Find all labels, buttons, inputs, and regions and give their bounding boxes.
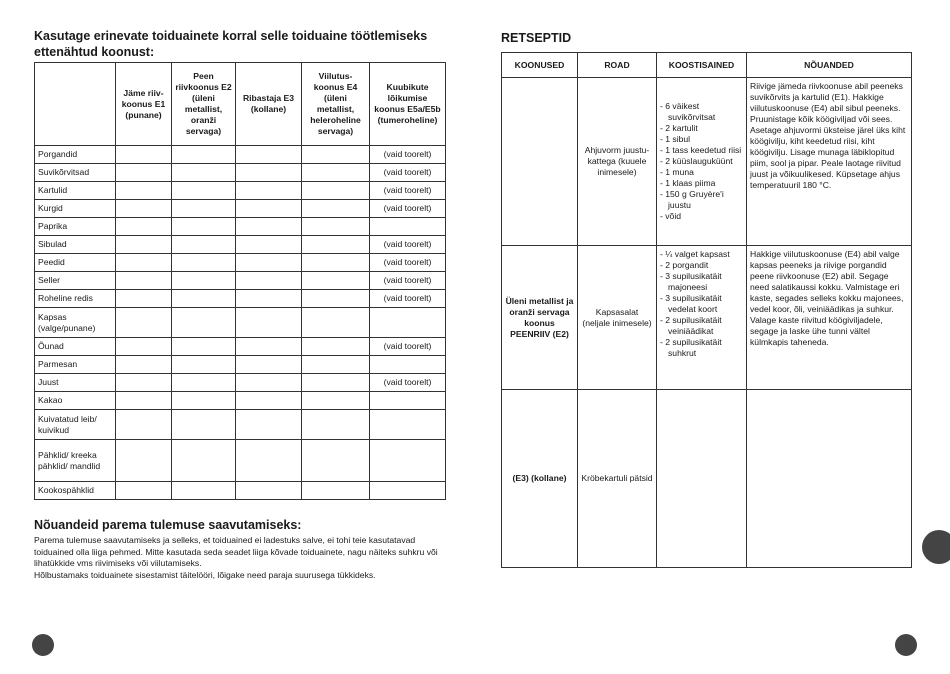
empty-cell bbox=[302, 290, 370, 308]
recipes-table bbox=[501, 52, 912, 568]
ingredient-item: - 1 sibul bbox=[660, 134, 743, 145]
empty-cell bbox=[172, 200, 236, 218]
empty-cell bbox=[172, 164, 236, 182]
empty-cell bbox=[236, 440, 302, 482]
tips-body bbox=[34, 535, 454, 581]
header-e1: Jäme riiv-koonus E1 (punane) bbox=[116, 63, 172, 146]
food-name: Kurgid bbox=[35, 200, 116, 218]
food-name: Suvikõrvitsad bbox=[35, 164, 116, 182]
empty-cell bbox=[116, 410, 172, 440]
empty-cell bbox=[236, 254, 302, 272]
food-name: Kuivatatud leib/ kuivikud bbox=[35, 410, 116, 440]
food-name: Kartulid bbox=[35, 182, 116, 200]
empty-cell bbox=[172, 272, 236, 290]
cone-usage-header-row bbox=[35, 63, 446, 146]
ingredient-item: - 2 supilusikatäit veiniäädikat bbox=[660, 315, 743, 337]
empty-cell bbox=[302, 440, 370, 482]
food-row bbox=[35, 236, 446, 254]
empty-cell bbox=[116, 338, 172, 356]
header-e3: Ribastaja E3 (kollane) bbox=[236, 63, 302, 146]
recipe-ingredients bbox=[657, 78, 747, 246]
empty-cell bbox=[302, 218, 370, 236]
empty-cell bbox=[116, 374, 172, 392]
food-name: Sibulad bbox=[35, 236, 116, 254]
e5-note: (vaid toorelt) bbox=[370, 200, 446, 218]
recipe-cone: (E3) (kollane) bbox=[502, 390, 578, 568]
empty-cell bbox=[236, 182, 302, 200]
empty-cell bbox=[116, 146, 172, 164]
e5-note bbox=[370, 410, 446, 440]
empty-cell bbox=[236, 164, 302, 182]
cone-usage-table bbox=[34, 62, 446, 500]
food-row bbox=[35, 290, 446, 308]
e5-note: (vaid toorelt) bbox=[370, 182, 446, 200]
empty-cell bbox=[302, 308, 370, 338]
empty-cell bbox=[236, 146, 302, 164]
empty-cell bbox=[116, 308, 172, 338]
e5-note: (vaid toorelt) bbox=[370, 236, 446, 254]
ingredient-item: - võid bbox=[660, 211, 743, 222]
empty-cell bbox=[172, 374, 236, 392]
ingredient-item: - 2 supilusikatäit suhkrut bbox=[660, 337, 743, 359]
empty-cell bbox=[172, 182, 236, 200]
empty-cell bbox=[172, 146, 236, 164]
header-e5: Kuubikute lõikumise koonus E5a/E5b (tumeroheline) bbox=[370, 63, 446, 146]
recipe-row bbox=[502, 78, 912, 246]
empty-cell bbox=[236, 218, 302, 236]
e5-note bbox=[370, 218, 446, 236]
empty-cell bbox=[172, 218, 236, 236]
empty-cell bbox=[172, 482, 236, 500]
food-name: Porgandid bbox=[35, 146, 116, 164]
ingredient-item: - 1 muna bbox=[660, 167, 743, 178]
food-name: Kakao bbox=[35, 392, 116, 410]
food-name: Peedid bbox=[35, 254, 116, 272]
header-food bbox=[35, 63, 116, 146]
empty-cell bbox=[236, 374, 302, 392]
ingredient-item: - 150 g Gruyère'i juustu bbox=[660, 189, 743, 211]
e5-note: (vaid toorelt) bbox=[370, 338, 446, 356]
tips-title: Nõuandeid parema tulemuse saavutamiseks: bbox=[34, 518, 302, 532]
recipe-row bbox=[502, 246, 912, 390]
empty-cell bbox=[116, 440, 172, 482]
food-row bbox=[35, 182, 446, 200]
empty-cell bbox=[302, 200, 370, 218]
empty-cell bbox=[236, 356, 302, 374]
empty-cell bbox=[172, 308, 236, 338]
empty-cell bbox=[172, 392, 236, 410]
section-tab-marker bbox=[922, 530, 950, 564]
empty-cell bbox=[236, 290, 302, 308]
ingredient-item: - 3 supilusikatäit vedelat koort bbox=[660, 293, 743, 315]
recipe-advice: Riivige jämeda riivkoonuse abil peeneks suvikõrvits ja kartulid (E1). Hakkige viilutuskoonuse (E4) abil sibul peeneks. Pruunistage kõik köögiviljad või sees. Asetage ahjuvormi üksteise järel üks kiht köögivilju, kiht keedetud riisi, kiht köögivilju. Lisage munaga läbiklopitud piim, sool ja pipar. Peale laotage riivitud juust ja võikuulikesed. Küpsetage ahjus temperatuuril 180 °C. bbox=[747, 78, 912, 246]
food-row bbox=[35, 200, 446, 218]
empty-cell bbox=[236, 236, 302, 254]
recipe-dish: Kröbekartuli pätsid bbox=[578, 390, 657, 568]
ingredient-item: - 6 väikest suvikõrvitsat bbox=[660, 101, 743, 123]
empty-cell bbox=[116, 164, 172, 182]
empty-cell bbox=[172, 440, 236, 482]
e5-note bbox=[370, 392, 446, 410]
empty-cell bbox=[116, 182, 172, 200]
ingredient-list bbox=[660, 101, 743, 222]
e5-note bbox=[370, 482, 446, 500]
food-row bbox=[35, 164, 446, 182]
empty-cell bbox=[302, 272, 370, 290]
ingredient-item: - 1 klaas piima bbox=[660, 178, 743, 189]
empty-cell bbox=[236, 200, 302, 218]
food-name: Juust bbox=[35, 374, 116, 392]
empty-cell bbox=[116, 356, 172, 374]
e5-note: (vaid toorelt) bbox=[370, 254, 446, 272]
food-row bbox=[35, 218, 446, 236]
e5-note bbox=[370, 440, 446, 482]
empty-cell bbox=[116, 236, 172, 254]
empty-cell bbox=[172, 254, 236, 272]
food-row bbox=[35, 356, 446, 374]
empty-cell bbox=[172, 410, 236, 440]
e5-note: (vaid toorelt) bbox=[370, 374, 446, 392]
empty-cell bbox=[236, 338, 302, 356]
ingredient-item: - 3 supilusikatäit majoneesi bbox=[660, 271, 743, 293]
empty-cell bbox=[116, 200, 172, 218]
food-row bbox=[35, 308, 446, 338]
empty-cell bbox=[302, 182, 370, 200]
empty-cell bbox=[302, 146, 370, 164]
e5-note: (vaid toorelt) bbox=[370, 164, 446, 182]
recipe-dish: Kapsasalat (neljale inimesele) bbox=[578, 246, 657, 390]
ingredient-list bbox=[660, 249, 743, 359]
food-name: Seller bbox=[35, 272, 116, 290]
food-name: Õunad bbox=[35, 338, 116, 356]
empty-cell bbox=[302, 374, 370, 392]
food-row bbox=[35, 482, 446, 500]
empty-cell bbox=[116, 254, 172, 272]
empty-cell bbox=[172, 236, 236, 254]
page-marker-right bbox=[895, 634, 917, 656]
food-name: Kapsas (valge/punane) bbox=[35, 308, 116, 338]
tips-paragraph: Parema tulemuse saavutamiseks ja selleks, et toiduained ei ladestuks salve, ei tohi teie kasutatavad toiduained olla liiga pehmed. Mitte kasutada seda seadet liiga kõvade toiduainete, nagu näiteks suhkru või lihatükkide vms riivimiseks või viilutamiseks. bbox=[34, 535, 438, 568]
header-ingredients: KOOSTISAINED bbox=[657, 53, 747, 78]
empty-cell bbox=[236, 308, 302, 338]
empty-cell bbox=[116, 392, 172, 410]
food-row bbox=[35, 392, 446, 410]
food-row bbox=[35, 254, 446, 272]
empty-cell bbox=[236, 272, 302, 290]
e5-note: (vaid toorelt) bbox=[370, 146, 446, 164]
page-marker-left bbox=[32, 634, 54, 656]
recipes-title: RETSEPTID bbox=[501, 31, 572, 45]
empty-cell bbox=[302, 164, 370, 182]
food-row bbox=[35, 374, 446, 392]
recipe-cone bbox=[502, 78, 578, 246]
recipe-advice: Hakkige viilutuskoonuse (E4) abil valge kapsas peeneks ja riivige porgandid peene riivkoonuse (E2) abil. Segage need salatikaussi kokku. Valmistage eri kaste, segades selleks kokku majonees, vedel koor, õli, veiniäädikas ja suhkur. Valage kaste riivitud köögiviljadele, segage ja laske ühe tunni vältel külmkapis taheneda. bbox=[747, 246, 912, 390]
food-row bbox=[35, 146, 446, 164]
food-name: Paprika bbox=[35, 218, 116, 236]
recipe-row bbox=[502, 390, 912, 568]
empty-cell bbox=[172, 338, 236, 356]
recipe-dish: Ahjuvorm juustu-kattega (kuuele inimesele) bbox=[578, 78, 657, 246]
composition-table-title: Kasutage erinevate toiduainete korral selle toiduaine töötlemiseks ettenähtud koonust: bbox=[34, 29, 428, 59]
empty-cell bbox=[236, 392, 302, 410]
ingredient-item: - ¼ valget kapsast bbox=[660, 249, 743, 260]
ingredient-item: - 1 tass keedetud riisi bbox=[660, 145, 743, 156]
recipe-cone: Üleni metallist ja oranži servaga koonus PEENRIIV (E2) bbox=[502, 246, 578, 390]
empty-cell bbox=[116, 218, 172, 236]
empty-cell bbox=[302, 410, 370, 440]
header-e4: Viilutus-koonus E4 (üleni metallist, heleroheline servaga) bbox=[302, 63, 370, 146]
recipes-header-row bbox=[502, 53, 912, 78]
tips-paragraph: Hõlbustamaks toiduainete sisestamist täitelööri, lõigake need paraja suurusega tükkideks. bbox=[34, 569, 376, 580]
empty-cell bbox=[116, 482, 172, 500]
empty-cell bbox=[236, 410, 302, 440]
header-dishes: ROAD bbox=[578, 53, 657, 78]
e5-note: (vaid toorelt) bbox=[370, 290, 446, 308]
header-cones: KOONUSED bbox=[502, 53, 578, 78]
empty-cell bbox=[172, 290, 236, 308]
empty-cell bbox=[302, 356, 370, 374]
header-e2: Peen riivkoonus E2 (üleni metallist, oranži servaga) bbox=[172, 63, 236, 146]
food-name: Roheline redis bbox=[35, 290, 116, 308]
ingredient-item: - 2 küüslauguküünt bbox=[660, 156, 743, 167]
recipe-advice bbox=[747, 390, 912, 568]
empty-cell bbox=[302, 236, 370, 254]
empty-cell bbox=[302, 392, 370, 410]
empty-cell bbox=[302, 338, 370, 356]
food-row bbox=[35, 440, 446, 482]
empty-cell bbox=[116, 272, 172, 290]
e5-note: (vaid toorelt) bbox=[370, 272, 446, 290]
empty-cell bbox=[172, 356, 236, 374]
empty-cell bbox=[116, 290, 172, 308]
ingredient-item: - 2 kartulit bbox=[660, 123, 743, 134]
food-name: Pähklid/ kreeka pähklid/ mandlid bbox=[35, 440, 116, 482]
recipe-ingredients bbox=[657, 246, 747, 390]
e5-note bbox=[370, 308, 446, 338]
empty-cell bbox=[302, 482, 370, 500]
food-row bbox=[35, 272, 446, 290]
food-row bbox=[35, 338, 446, 356]
recipe-ingredients bbox=[657, 390, 747, 568]
e5-note bbox=[370, 356, 446, 374]
ingredient-item: - 2 porgandit bbox=[660, 260, 743, 271]
empty-cell bbox=[302, 254, 370, 272]
empty-cell bbox=[236, 482, 302, 500]
food-name: Kookospähklid bbox=[35, 482, 116, 500]
header-advice: NÕUANDED bbox=[747, 53, 912, 78]
food-name: Parmesan bbox=[35, 356, 116, 374]
food-row bbox=[35, 410, 446, 440]
